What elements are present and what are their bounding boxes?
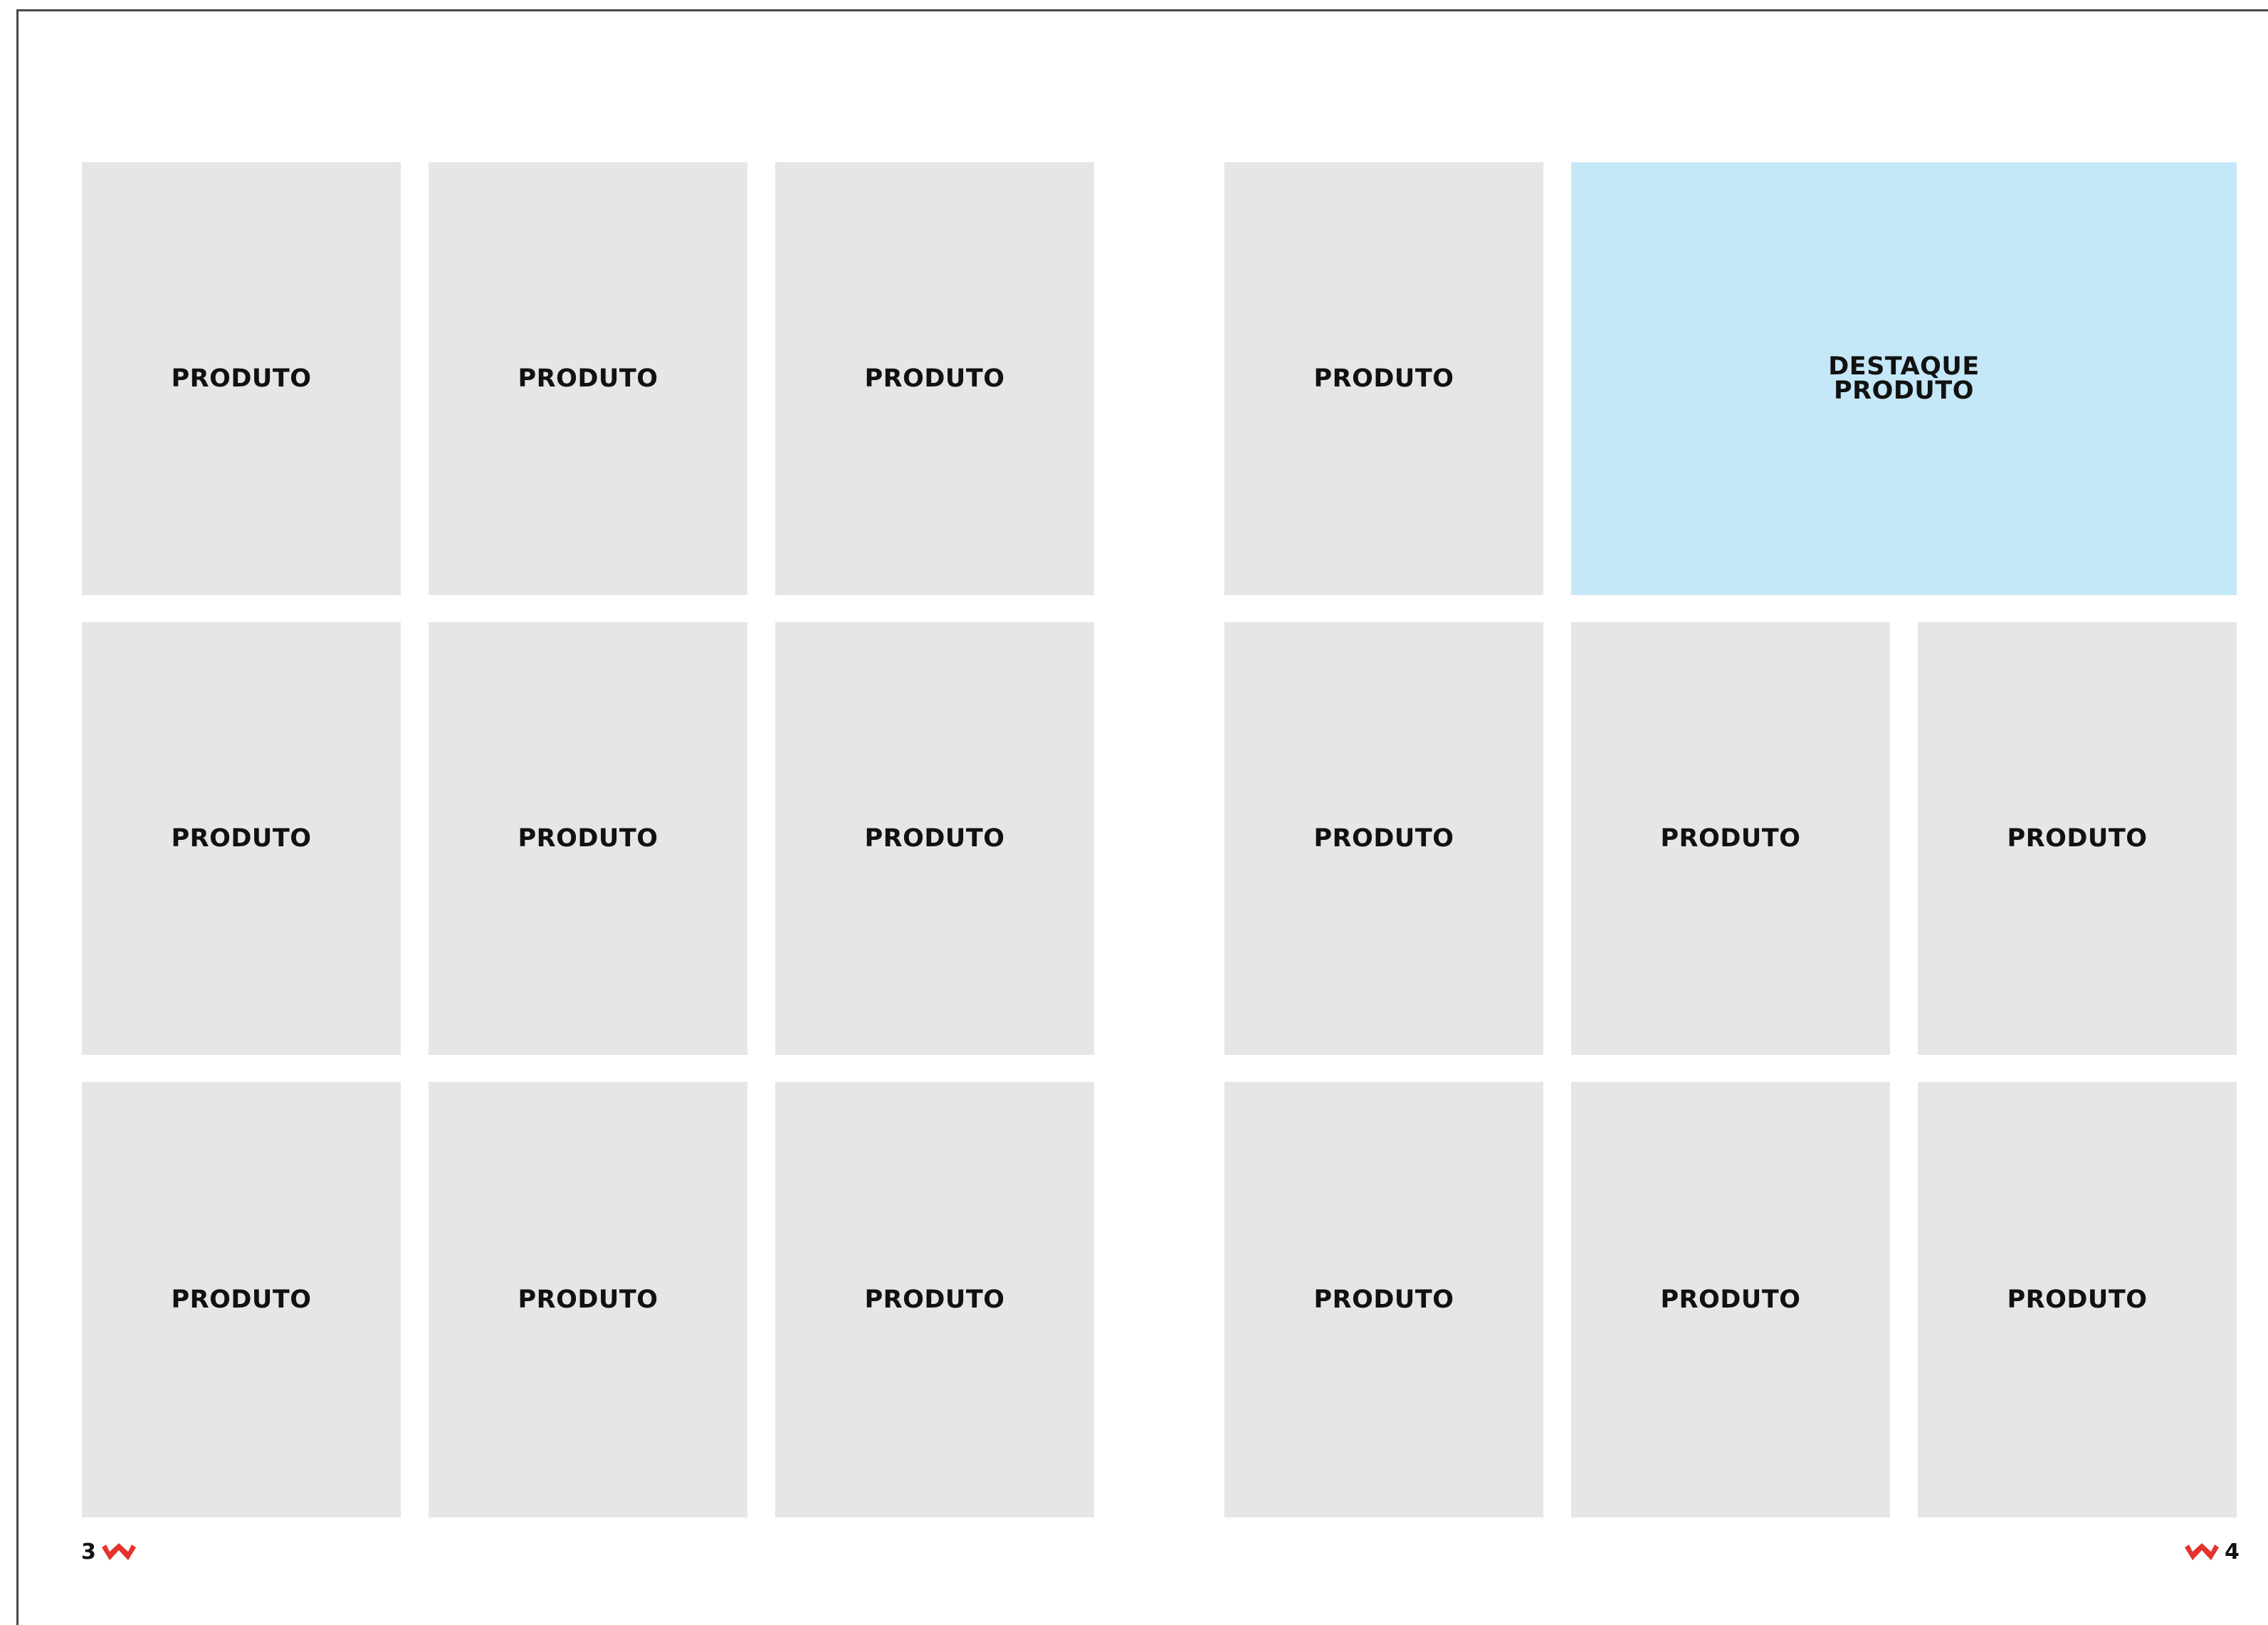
product-label: PRODUTO [864,1285,1005,1314]
page-number-right [2183,1540,2240,1564]
product-tile[interactable] [1224,622,1543,1055]
product-tile[interactable] [82,162,401,595]
product-label: PRODUTO [2007,1285,2148,1314]
product-label: PRODUTO [1313,824,1454,853]
product-tile[interactable] [82,1082,401,1518]
product-tile[interactable] [1224,1082,1543,1518]
product-label: PRODUTO [1660,1285,1801,1314]
product-label: PRODUTO [171,364,312,393]
brand-w-icon [100,1542,137,1563]
product-label: PRODUTO [1313,364,1454,393]
product-label: PRODUTO [1660,824,1801,853]
page-number-left [81,1540,137,1564]
featured-label-line1: DESTAQUE [1828,352,1980,381]
featured-product-tile[interactable] [1571,162,2237,595]
product-tile[interactable] [429,1082,747,1518]
product-label: PRODUTO [518,364,658,393]
product-label: PRODUTO [171,824,312,853]
page-number: 3 [81,1540,96,1564]
product-label: PRODUTO [518,824,658,853]
product-tile[interactable] [429,162,747,595]
product-tile[interactable] [1571,622,1890,1055]
page-number: 4 [2225,1540,2240,1564]
product-tile[interactable] [1918,622,2237,1055]
product-tile[interactable] [1571,1082,1890,1518]
featured-label-line2: PRODUTO [1834,377,1974,405]
product-tile[interactable] [775,622,1094,1055]
product-label: PRODUTO [864,364,1005,393]
product-tile[interactable] [775,1082,1094,1518]
product-tile[interactable] [82,622,401,1055]
product-label: PRODUTO [518,1285,658,1314]
product-label: PRODUTO [171,1285,312,1314]
brand-w-icon [2183,1542,2220,1563]
product-label: PRODUTO [1313,1285,1454,1314]
product-label: PRODUTO [864,824,1005,853]
product-tile[interactable] [775,162,1094,595]
product-tile[interactable] [1918,1082,2237,1518]
product-tile[interactable] [1224,162,1543,595]
product-tile[interactable] [429,622,747,1055]
product-label: PRODUTO [2007,824,2148,853]
